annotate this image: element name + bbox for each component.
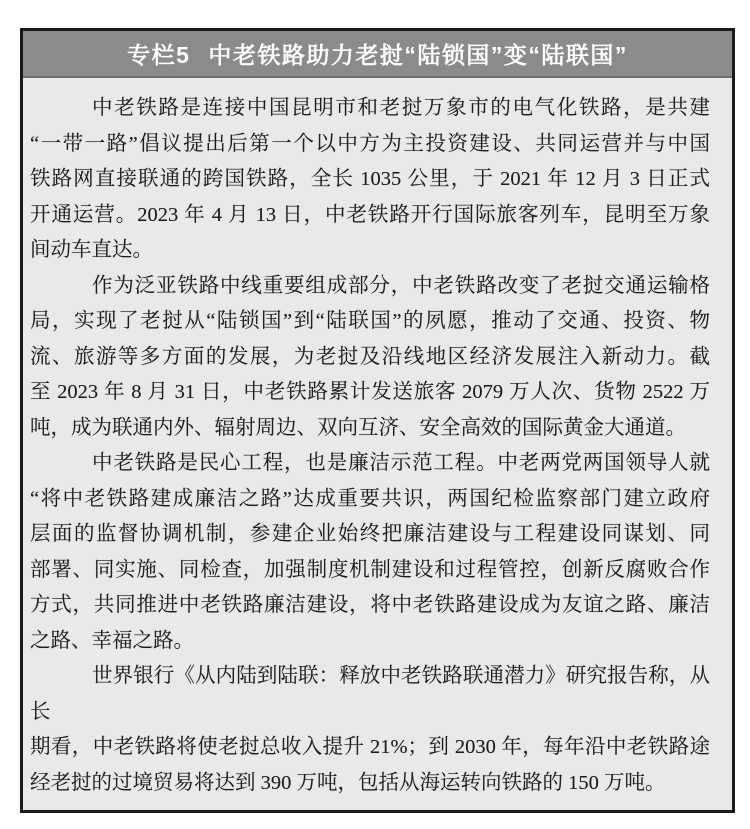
box-title: 中老铁路助力老挝“陆锁国”变“陆联国” [208,42,628,68]
text-line: 局，实现了老挝从“陆锁国”到“陆联国”的夙愿，推动了交通、投资、物 [30,310,710,332]
text-line: 开通运营。2023 年 4 月 13 日，中老铁路开行国际旅客列车，昆明至万象 [30,203,710,226]
text-line: 流、旅游等多方面的发展，为老挝及沿线地区经济发展注入新动力。截 [30,345,710,368]
text-line: 经老挝的过境贸易将达到 390 万吨，包括从海运转向铁路的 150 万吨。 [30,771,666,794]
text-line: 世界银行《从内陆到陆联：释放中老铁路联通潜力》研究报告称，从长 [30,665,710,723]
text-line: 至 2023 年 8 月 31 日，中老铁路累计发送旅客 2079 万人次、货物 2522 万 [30,381,710,403]
paragraph [30,91,710,269]
box-label: 专栏5 [127,42,191,68]
text-line: 间动车直达。 [30,239,153,261]
text-line: 中老铁路是连接中国昆明市和老挝万象市的电气化铁路，是共建 [92,97,710,119]
paragraph [30,269,710,447]
text-line: 吨，成为联通内外、辐射周边、双向互济、安全高效的国际黄金大通道。 [30,416,686,439]
text-line: 中老铁路是民心工程，也是廉洁示范工程。中老两党两国领导人就 [92,452,710,474]
text-line: “一带一路”倡议提出后第一个以中方为主投资建设、共同运营并与中国 [30,132,710,155]
column-box [20,28,735,813]
text-line: “将中老铁路建成廉洁之路”达成重要共识，两国纪检监察部门建立政府 [30,487,710,510]
document-page [0,28,750,813]
text-line: 部署、同实施、同检查，加强制度机制建设和过程管控，创新反腐败合作 [30,558,710,581]
text-line: 之路、幸福之路。 [30,629,194,652]
box-body [23,78,732,810]
paragraph [30,446,710,659]
text-line: 铁路网直接联通的跨国铁路，全长 1035 公里，于 2021 年 12 月 3 日正式 [30,168,710,190]
box-header [23,31,732,78]
text-line: 方式，共同推进中老铁路廉洁建设，将中老铁路建设成为友谊之路、廉洁 [30,594,710,616]
paragraph [30,659,710,801]
text-line: 层面的监督协调机制，参建企业始终把廉洁建设与工程建设同谋划、同 [30,523,710,545]
text-line: 期看，中老铁路将使老挝总收入提升 21%；到 2030 年，每年沿中老铁路途 [30,736,710,758]
text-line: 作为泛亚铁路中线重要组成部分，中老铁路改变了老挝交通运输格 [92,274,710,297]
